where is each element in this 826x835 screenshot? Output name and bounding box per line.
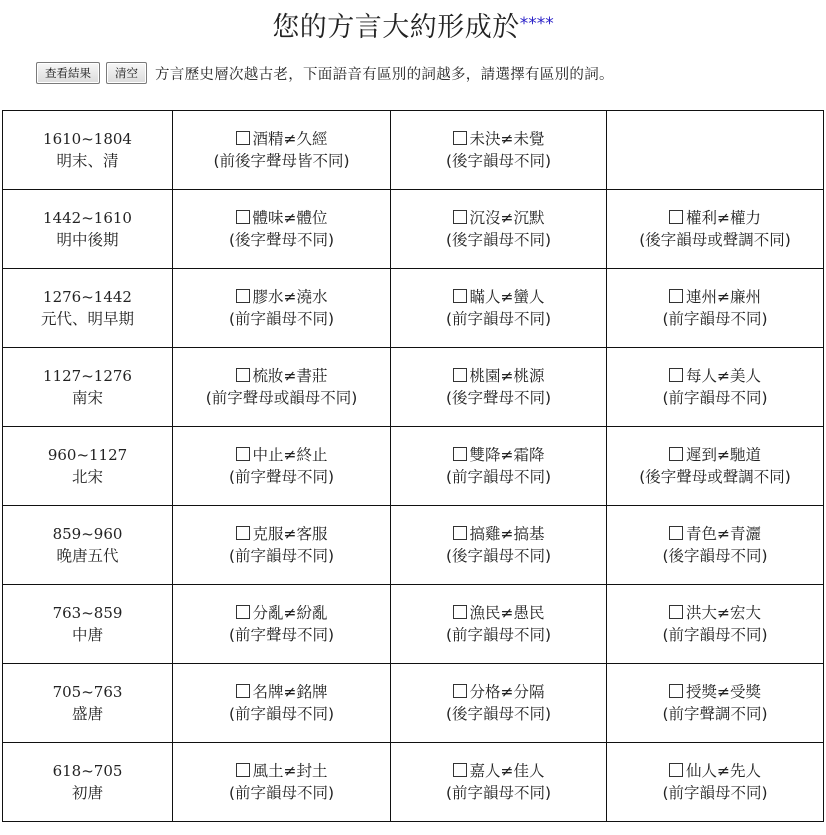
option-cell [173,743,391,822]
word-pair-checkbox-option[interactable] [236,286,328,308]
difference-note: (後字韻母不同) [445,152,552,170]
difference-note: (前字聲母或韻母不同) [205,389,358,407]
era-cell [3,269,173,348]
word-pair-checkbox-option[interactable] [669,602,761,624]
difference-note: (前字韻母不同) [228,310,335,328]
era-cell [3,506,173,585]
word-pair-checkbox-option[interactable] [236,207,328,229]
word-pair-checkbox-option[interactable] [453,207,545,229]
word-pair-checkbox-option[interactable] [453,365,545,387]
word-pair-checkbox-option[interactable] [669,365,761,387]
option-cell [173,585,391,664]
checkbox-icon[interactable] [453,447,467,461]
era-cell [3,664,173,743]
word-pair-label[interactable]: 洪大≠宏大 [686,604,761,622]
word-pair-label[interactable]: 沉沒≠沉默 [469,209,545,227]
difference-note: (前後字聲母皆不同) [213,152,350,170]
word-pair-label[interactable]: 未決≠未覺 [469,130,545,148]
checkbox-icon[interactable] [453,526,467,540]
checkbox-icon[interactable] [236,447,250,461]
word-pair-checkbox-option[interactable] [669,681,761,703]
word-pair-checkbox-option[interactable] [236,523,328,545]
option-cell [391,585,607,664]
option-cell [607,111,824,190]
checkbox-icon[interactable] [669,763,683,777]
difference-note: (後字聲母或聲調不同) [639,468,791,486]
word-pair-label[interactable]: 酒精≠久經 [252,130,328,148]
option-cell [173,427,391,506]
table-row [3,506,824,585]
option-cell [391,664,607,743]
difference-note: (前字聲母不同) [228,626,335,644]
difference-note: (前字韻母不同) [662,389,768,407]
view-result-button[interactable]: 查看結果 [36,62,100,84]
table-row [3,348,824,427]
era-cell [3,427,173,506]
difference-note: (後字聲母不同) [228,231,335,249]
difference-note: (前字韻母不同) [445,784,552,802]
word-pair-checkbox-option[interactable] [236,128,328,150]
instruction-text: 方言歷史層次越古老，下面語音有區別的詞越多，請選擇有區別的詞。 [155,66,614,83]
checkbox-icon[interactable] [453,605,467,619]
difference-note: (後字韻母或聲調不同) [639,231,791,249]
checkbox-icon[interactable] [453,684,467,698]
difference-note: (後字聲母不同) [445,389,552,407]
option-cell [607,585,824,664]
word-pair-label[interactable]: 遲到≠馳道 [686,446,761,464]
difference-note: (後字韻母不同) [445,705,552,723]
checkbox-icon[interactable] [453,131,467,145]
checkbox-icon[interactable] [236,131,250,145]
option-cell [391,348,607,427]
table-row [3,111,824,190]
era-name: 中唐 [71,626,103,644]
word-pair-checkbox-option[interactable] [236,681,328,703]
word-pair-checkbox-option[interactable] [669,760,761,782]
difference-note: (前字韻母不同) [445,310,552,328]
difference-note: (前字聲調不同) [662,705,768,723]
option-cell [391,506,607,585]
word-pair-label[interactable]: 漁民≠愚民 [469,604,545,622]
era-cell [3,348,173,427]
difference-note: (後字韻母不同) [445,547,552,565]
era-name: 南宋 [71,389,103,407]
checkbox-icon[interactable] [236,526,250,540]
era-years: 859~960 [52,525,123,543]
era-name: 明末、清 [56,152,119,170]
word-pair-label[interactable]: 中止≠終止 [252,446,328,464]
word-pair-checkbox-option[interactable] [236,760,328,782]
word-pair-label[interactable]: 青色≠青灑 [686,525,761,543]
option-cell [607,664,824,743]
era-name: 晚唐五代 [56,547,119,565]
era-name: 北宋 [71,468,103,486]
word-pair-checkbox-option[interactable] [669,523,761,545]
word-pair-checkbox-option[interactable] [669,207,761,229]
word-pair-label[interactable]: 每人≠美人 [686,367,761,385]
word-pair-checkbox-option[interactable] [669,286,761,308]
checkbox-icon[interactable] [669,526,683,540]
era-name: 初唐 [71,784,103,802]
dialect-era-table [2,110,824,822]
difference-note: (前字聲母不同) [228,468,335,486]
word-pair-checkbox-option[interactable] [453,760,545,782]
difference-note: (前字韻母不同) [445,626,552,644]
difference-note: (前字韻母不同) [445,468,552,486]
era-years: 960~1127 [47,446,128,464]
word-pair-label[interactable]: 名牌≠銘牌 [252,683,328,701]
checkbox-icon[interactable] [236,684,250,698]
option-cell [173,506,391,585]
checkbox-icon[interactable] [236,605,250,619]
table-row [3,585,824,664]
option-cell [391,427,607,506]
option-cell [391,190,607,269]
checkbox-icon[interactable] [236,368,250,382]
difference-note: (前字韻母不同) [228,784,335,802]
dialect-era-table-body [3,111,824,822]
word-pair-label[interactable]: 桃園≠桃源 [469,367,545,385]
word-pair-checkbox-option[interactable] [453,128,545,150]
difference-note: (前字韻母不同) [662,310,768,328]
word-pair-checkbox-option[interactable] [453,286,545,308]
word-pair-label[interactable]: 搞雞≠搞基 [469,525,545,543]
word-pair-checkbox-option[interactable] [236,365,328,387]
option-cell [607,269,824,348]
era-name: 明中後期 [56,231,119,249]
word-pair-checkbox-option[interactable] [453,444,545,466]
word-pair-label[interactable]: 權利≠權力 [686,209,761,227]
difference-note: (前字韻母不同) [662,784,768,802]
word-pair-label[interactable]: 梳妝≠書莊 [252,367,328,385]
option-cell [173,111,391,190]
checkbox-icon[interactable] [669,368,683,382]
option-cell [607,190,824,269]
word-pair-label[interactable]: 分格≠分隔 [469,683,545,701]
era-cell [3,190,173,269]
word-pair-label[interactable]: 瞞人≠蠻人 [469,288,545,306]
checkbox-icon[interactable] [236,763,250,777]
era-cell [3,743,173,822]
option-cell [173,664,391,743]
checkbox-icon[interactable] [453,368,467,382]
word-pair-label[interactable]: 雙降≠霜降 [469,446,545,464]
page-title [0,0,826,48]
checkbox-icon[interactable] [453,210,467,224]
era-years: 618~705 [52,762,123,780]
option-cell [391,111,607,190]
word-pair-checkbox-option[interactable] [236,602,328,624]
era-name: 盛唐 [71,705,103,723]
table-row [3,743,824,822]
checkbox-icon[interactable] [669,605,683,619]
word-pair-label[interactable]: 克服≠客服 [252,525,328,543]
era-years: 1276~1442 [43,288,132,306]
difference-note: (後字韻母不同) [445,231,552,249]
table-row [3,190,824,269]
checkbox-icon[interactable] [669,684,683,698]
option-cell [173,190,391,269]
word-pair-checkbox-option[interactable] [669,444,761,466]
era-cell [3,111,173,190]
checkbox-icon[interactable] [669,447,683,461]
option-cell [173,269,391,348]
word-pair-label[interactable]: 仙人≠先人 [686,762,761,780]
table-row [3,664,824,743]
checkbox-icon[interactable] [236,289,250,303]
era-cell [3,585,173,664]
era-years: 705~763 [52,683,123,701]
checkbox-icon[interactable] [669,210,683,224]
option-cell [391,743,607,822]
option-cell [391,269,607,348]
word-pair-label[interactable]: 膠水≠澆水 [252,288,328,306]
word-pair-checkbox-option[interactable] [236,444,328,466]
difference-note: (前字韻母不同) [228,547,335,565]
clear-button[interactable]: 清空 [106,62,147,84]
word-pair-label[interactable]: 嘉人≠佳人 [469,762,545,780]
era-years: 763~859 [52,604,123,622]
word-pair-label[interactable]: 連州≠廉州 [686,288,761,306]
difference-note: (後字韻母不同) [662,547,768,565]
option-cell [607,427,824,506]
era-name: 元代、明早期 [40,310,134,328]
option-cell [607,743,824,822]
word-pair-checkbox-option[interactable] [453,681,545,703]
word-pair-label[interactable]: 風土≠封土 [252,762,328,780]
word-pair-label[interactable]: 授獎≠受獎 [686,683,761,701]
option-cell [607,506,824,585]
page-title-text: 您的方言大約形成於 [272,12,520,43]
difference-note: (前字韻母不同) [662,626,768,644]
checkbox-icon[interactable] [669,289,683,303]
word-pair-label[interactable]: 體味≠體位 [252,209,328,227]
option-cell [607,348,824,427]
table-row [3,427,824,506]
era-years: 1610~1804 [43,130,132,148]
title-stars: **** [519,14,554,34]
word-pair-checkbox-option[interactable] [453,523,545,545]
difference-note: (前字韻母不同) [228,705,335,723]
era-years: 1442~1610 [43,209,132,227]
toolbar [36,60,816,86]
word-pair-label[interactable]: 分亂≠紛亂 [252,604,328,622]
word-pair-checkbox-option[interactable] [453,602,545,624]
checkbox-icon[interactable] [236,210,250,224]
table-row [3,269,824,348]
option-cell [173,348,391,427]
era-years: 1127~1276 [43,367,132,385]
checkbox-icon[interactable] [453,763,467,777]
checkbox-icon[interactable] [453,289,467,303]
